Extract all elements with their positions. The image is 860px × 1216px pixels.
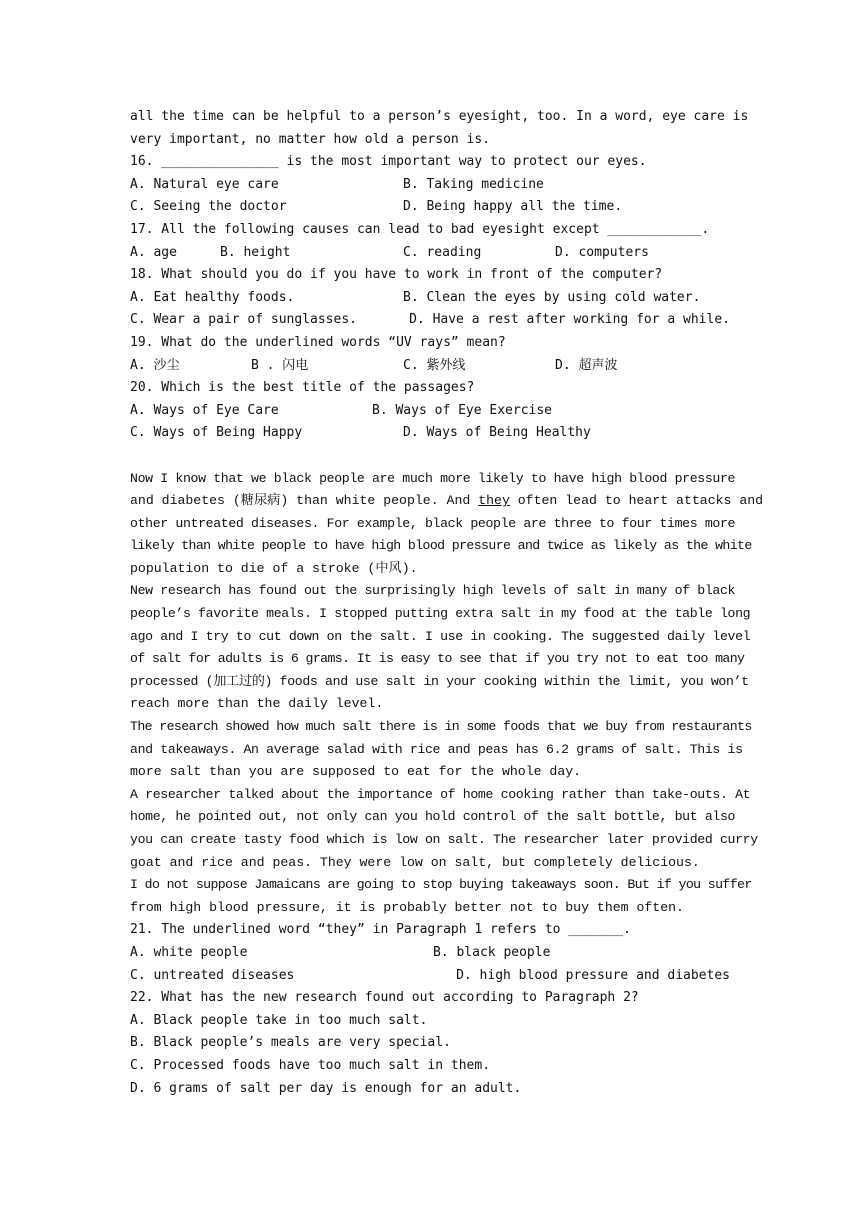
option-b: B. Clean the eyes by using cold water.	[403, 289, 701, 305]
question-17-stem: 17. All the following causes can lead to bad eyesight except ____________.	[130, 221, 710, 237]
section-gap	[130, 445, 730, 468]
option-a: A. Ways of Eye Care	[130, 402, 279, 418]
question-20-options-row-1	[130, 400, 730, 423]
option-a: A. white people	[130, 944, 248, 960]
option-b: B. Black people’s meals are very special.	[130, 1035, 451, 1051]
underlined-word-they: they	[478, 493, 510, 509]
question-21-stem: 21. The underlined word “they” in Paragraph 1 refers to _______.	[130, 922, 631, 938]
passage-line: New research has found out the surprisingly high levels of salt in many of black	[130, 583, 736, 599]
intro-line: very important, no matter how old a person is.	[130, 131, 491, 147]
passage-text: often lead to heart attacks and	[509, 493, 764, 509]
option-c: C. 紫外线	[403, 357, 466, 373]
option-d: D. high blood pressure and diabetes	[456, 967, 730, 983]
option-d: D. 超声波	[555, 357, 618, 373]
passage-line: other untreated diseases. For example, black people are three to four times more	[130, 515, 736, 531]
option-d: D. computers	[555, 244, 649, 260]
passage-line: The research showed how much salt there is in some foods that we buy from restaurants	[130, 719, 752, 735]
option-a: A. 沙尘	[130, 357, 180, 373]
option-d: D. 6 grams of salt per day is enough for an adult.	[130, 1080, 522, 1096]
passage-line: of salt for adults is 6 grams. It is easy to see that if you try not to eat too many	[130, 651, 745, 667]
question-22-stem: 22. What has the new research found out according to Paragraph 2?	[130, 990, 639, 1006]
option-b: B . 闪电	[251, 357, 309, 373]
passage-line: likely than white people to have high blood pressure and twice as likely as the white	[130, 538, 752, 554]
question-20-stem: 20. Which is the best title of the passages?	[130, 380, 475, 396]
question-19-options-row	[130, 355, 730, 378]
passage-line: people’s favorite meals. I stopped putting extra salt in my food at the table long	[130, 606, 751, 622]
option-a: A. Natural eye care	[130, 176, 279, 192]
option-b: B. Ways of Eye Exercise	[372, 402, 553, 418]
passage-line: Now I know that we black people are much more likely to have high blood pressure	[130, 470, 736, 486]
question-18-stem: 18. What should you do if you have to work in front of the computer?	[130, 267, 663, 283]
option-b: B. Taking medicine	[403, 176, 544, 192]
option-d: D. Have a rest after working for a while.	[409, 312, 730, 328]
passage-line: processed (加工过的) foods and use salt in your cooking within the limit, you won’t	[130, 673, 749, 689]
option-a: A. Black people take in too much salt.	[130, 1012, 428, 1028]
passage-line: A researcher talked about the importance of home cooking rather than take-outs. At	[130, 786, 751, 802]
question-16-options-row-1	[130, 174, 730, 197]
question-19-stem: 19. What do the underlined words “UV rays” mean?	[130, 334, 506, 350]
passage-line: ago and I try to cut down on the salt. I use in cooking. The suggested daily level	[130, 628, 751, 644]
option-c: C. Processed foods have too much salt in them.	[130, 1057, 491, 1073]
passage-line: reach more than the daily level.	[130, 696, 384, 712]
question-21-options-row-1	[130, 942, 730, 965]
option-c: C. Ways of Being Happy	[130, 425, 303, 441]
passage-text: and diabetes (糖尿病) than white people. And	[130, 493, 479, 509]
option-c: C. Seeing the doctor	[130, 199, 287, 215]
passage-line: goat and rice and peas. They were low on salt, but completely delicious.	[130, 854, 700, 870]
option-b: B. height	[220, 244, 291, 260]
worksheet-page	[130, 106, 764, 1100]
option-c: C. Wear a pair of sunglasses.	[130, 312, 357, 328]
passage-line: more salt than you are supposed to eat for the whole day.	[130, 764, 582, 780]
question-16-stem: 16. _______________ is the most important way to protect our eyes.	[130, 154, 647, 170]
question-16-options-row-2	[130, 196, 730, 219]
passage-line: population to die of a stroke (中风).	[130, 560, 418, 576]
question-17-options-row	[130, 242, 730, 265]
passage-line: from high blood pressure, it is probably better not to buy them often.	[130, 899, 684, 915]
passage-line: and takeaways. An average salad with rice and peas has 6.2 grams of salt. This is	[130, 741, 743, 757]
passage-line: home, he pointed out, not only can you hold control of the salt bottle, but also	[130, 809, 736, 825]
passage-line	[130, 490, 764, 513]
question-21-options-row-2	[130, 965, 730, 988]
question-20-options-row-2	[130, 422, 730, 445]
question-18-options-row-2	[130, 309, 730, 332]
passage-line: you can create tasty food which is low on salt. The researcher later provided curry	[130, 832, 758, 847]
option-c: C. untreated diseases	[130, 967, 295, 983]
option-a: A. Eat healthy foods.	[130, 289, 295, 305]
option-d: D. Ways of Being Healthy	[403, 425, 591, 441]
option-c: C. reading	[403, 244, 482, 260]
intro-line: all the time can be helpful to a person’s eyesight, too. In a word, eye care is	[130, 109, 749, 124]
option-b: B. black people	[433, 944, 551, 960]
option-d: D. Being happy all the time.	[403, 199, 623, 215]
question-18-options-row-1	[130, 287, 730, 310]
option-a: A. age	[130, 244, 177, 260]
passage-line: I do not suppose Jamaicans are going to stop buying takeaways soon. But if you suffer	[130, 877, 752, 893]
